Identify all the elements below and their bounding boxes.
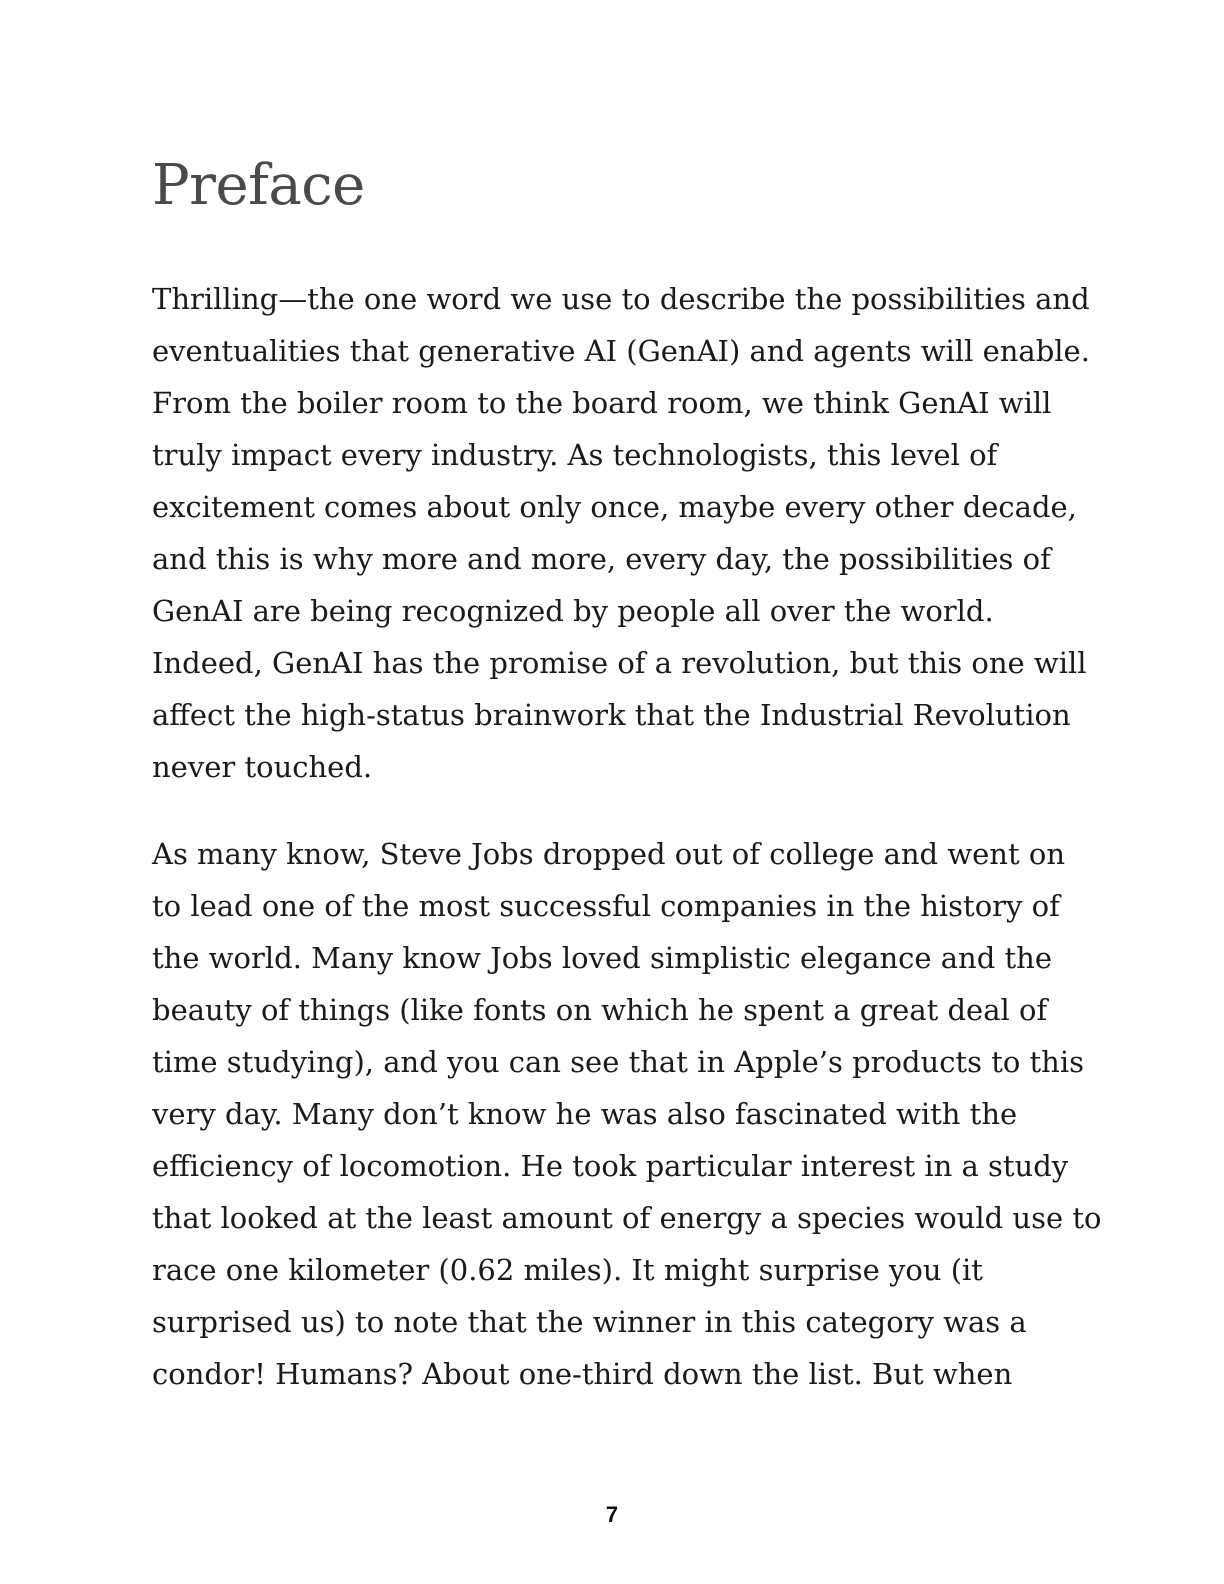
paragraph-line: and this is why more and more, every day, the possibilities of: [152, 542, 1051, 576]
paragraph-line: the world. Many know Jobs loved simplistic elegance and the: [152, 941, 1052, 975]
paragraph-line: affect the high-status brainwork that the Industrial Revolution: [152, 698, 1071, 732]
page-number: 7: [605, 1502, 619, 1527]
paragraph-line: Indeed, GenAI has the promise of a revolution, but this one will: [152, 646, 1087, 680]
paragraph-line: eventualities that generative AI (GenAI) and agents will enable.: [152, 334, 1090, 368]
paragraph-line: efficiency of locomotion. He took particular interest in a study: [152, 1149, 1069, 1183]
paragraph-line: From the boiler room to the board room, we think GenAI will: [152, 386, 1052, 420]
paragraph-line: that looked at the least amount of energy a species would use to: [152, 1201, 1102, 1235]
paragraph-1: [152, 273, 1090, 793]
paragraph-line: race one kilometer (0.62 miles). It might surprise you (it: [152, 1253, 983, 1287]
paragraph-line: to lead one of the most successful companies in the history of: [152, 889, 1060, 923]
paragraph-line: never touched.: [152, 750, 373, 784]
paragraph-line: very day. Many don’t know he was also fascinated with the: [152, 1097, 1018, 1131]
paragraph-line: truly impact every industry. As technologists, this level of: [152, 438, 998, 472]
paragraph-line: Thrilling—the one word we use to describe the possibilities and: [152, 282, 1090, 316]
paragraph-line: time studying), and you can see that in Apple’s products to this: [152, 1045, 1085, 1079]
paragraph-2: [152, 828, 1102, 1400]
paragraph-line: GenAI are being recognized by people all over the world.: [152, 594, 994, 628]
paragraph-line: condor! Humans? About one-third down the list. But when: [152, 1357, 1013, 1391]
paragraph-line: excitement comes about only once, maybe every other decade,: [152, 490, 1077, 524]
paragraph-line: As many know, Steve Jobs dropped out of college and went on: [152, 837, 1065, 871]
paragraph-line: surprised us) to note that the winner in this category was a: [152, 1305, 1027, 1339]
page-title: Preface: [152, 153, 365, 218]
paragraph-line: beauty of things (like fonts on which he spent a great deal of: [152, 993, 1048, 1027]
